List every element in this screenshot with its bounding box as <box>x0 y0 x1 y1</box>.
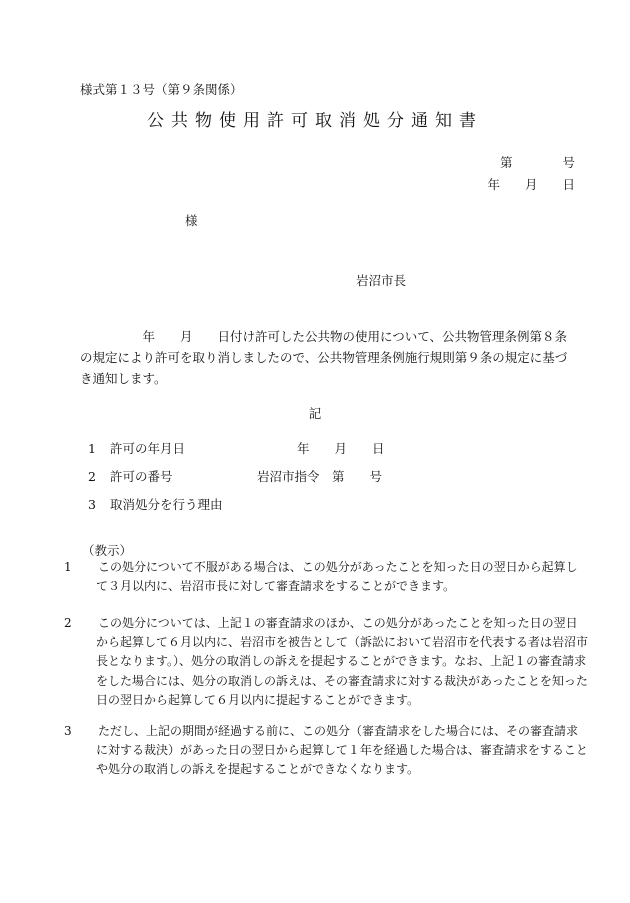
item-cancel-reason <box>88 495 223 513</box>
item-label: 許可の年月日 <box>110 441 186 456</box>
notice-number: 1 <box>64 560 72 574</box>
item-number: 3 <box>88 497 96 512</box>
document-title: 公共物使用許可取消処分通知書 <box>147 111 483 131</box>
item-number: 2 <box>88 469 96 484</box>
document-date: 年 月 日 <box>487 177 575 192</box>
notice-paragraph-3 <box>64 722 588 780</box>
item-permit-date-value: 年 月 日 <box>297 441 385 456</box>
notice-paragraph-1 <box>64 558 588 596</box>
notice-heading: （教示） <box>82 543 133 558</box>
addressee: 様 <box>185 213 198 228</box>
body-text: 年 月 日付け許可した公共物の使用について、公共物管理条例第８条の規定により許可を取り消しましたので、公共物管理条例施行規則第９条の規定に基づき通知します。 <box>80 329 568 386</box>
notice-paragraph-2 <box>64 614 589 710</box>
ki-heading: 記 <box>308 406 322 421</box>
document-number: 第 号 <box>499 155 575 170</box>
item-permit-date <box>88 439 185 457</box>
item-label: 取消処分を行う理由 <box>110 497 223 512</box>
issuer: 岩沼市長 <box>356 273 407 288</box>
item-permit-number-value: 岩沼市指令 第 号 <box>257 469 383 484</box>
item-number: 1 <box>88 441 96 456</box>
notice-number: 2 <box>64 616 72 630</box>
notice-text: この処分については、上記１の審査請求のほか、この処分があったことを知った日の翌日から起算して６月以内に、岩沼市を被告として（訴訟において岩沼市を代表する者は岩沼市長となります。）、処分の取消しの訴えを提起することができます。なお、上記１の審査請求をした場合には、処分の取消しの訴えは、その審査請求に対する裁決があったことを知った日の翌日から起算して６月以内に提起することができます。 <box>96 616 589 707</box>
notice-text: ただし、上記の期間が経過する前に、この処分（審査請求をした場合には、その審査請求に対する裁決）があった日の翌日から起算して１年を経過した場合は、審査請求をすることや処分の取消しの訴えを提起することができなくなります。 <box>96 724 588 777</box>
notice-number: 3 <box>64 724 72 738</box>
notice-text: この処分について不服がある場合は、この処分があったことを知った日の翌日から起算して３月以内に、岩沼市長に対して審査請求をすることができます。 <box>96 560 578 594</box>
item-permit-number <box>88 467 173 485</box>
item-label: 許可の番号 <box>110 469 173 484</box>
form-number: 様式第１３号（第９条関係） <box>80 82 243 97</box>
